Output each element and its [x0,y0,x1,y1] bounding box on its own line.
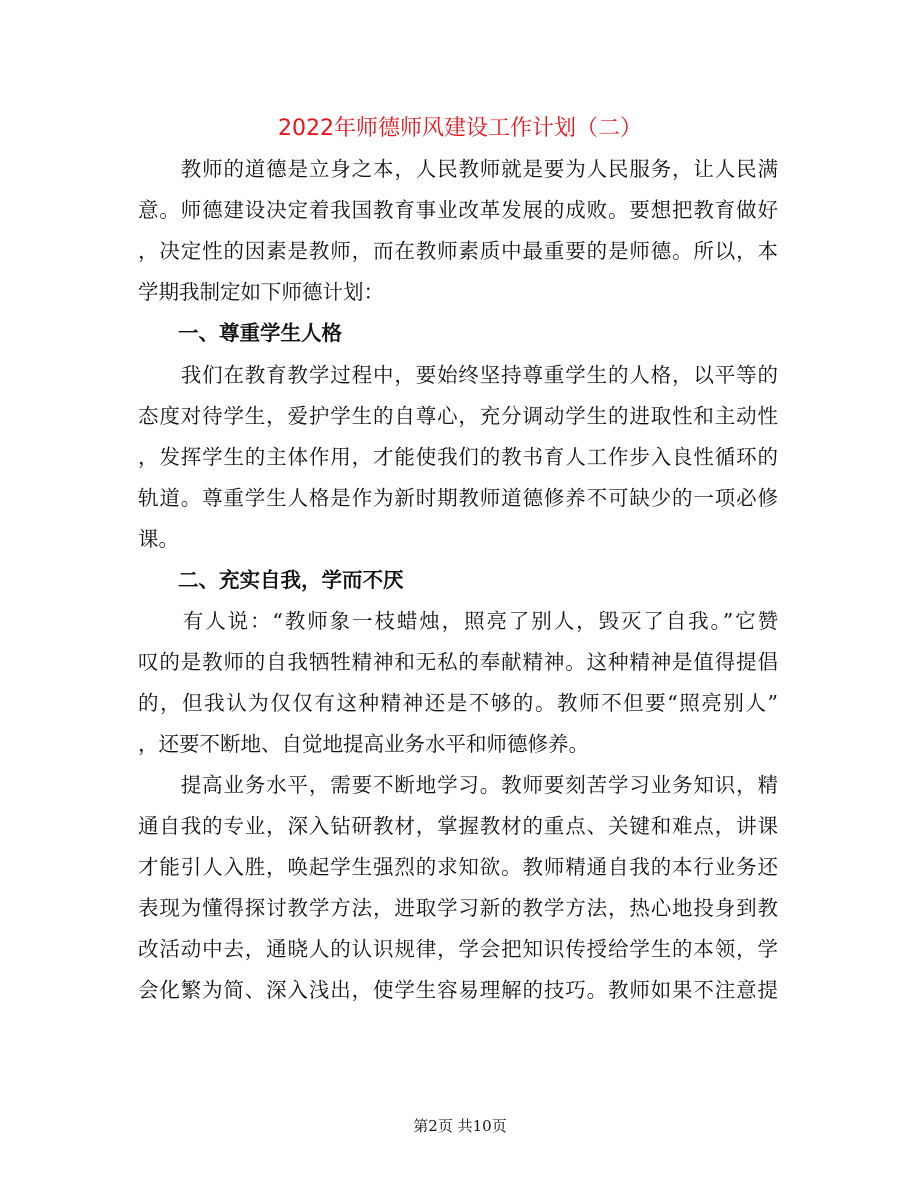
section1-line: 轨道。尊重学生人格是作为新时期教师道德修养不可缺少的一项必修 [138,486,778,510]
section2-line: ，还要不断地、自觉地提高业务水平和师德修养。 [138,732,589,756]
section2-line: 通自我的专业，深入钻研教材，掌握教材的重点、关键和难点，讲课 [138,814,778,838]
section2-line: 提高业务水平，需要不断地学习。教师要刻苦学习业务知识，精 [138,773,778,797]
section2-line: 的，但我认为仅仅有这种精神还是不够的。教师不但要“照亮别人” [138,691,778,715]
intro-line: ，决定性的因素是教师，而在教师素质中最重要的是师德。所以，本 [138,239,778,263]
section1-line: 我们在教育教学过程中，要始终坚持尊重学生的人格，以平等的 [138,363,778,387]
intro-line: 学期我制定如下师德计划： [138,280,384,304]
section2-line: 表现为懂得探讨教学方法，进取学习新的教学方法，热心地投身到教 [138,896,778,920]
document-title: 2022年师德师风建设工作计划（二） [278,116,642,141]
section2-line: 改活动中去，通晓人的认识规律，学会把知识传授给学生的本领，学 [138,937,778,961]
intro-line: 意。师德建设决定着我国教育事业改革发展的成败。要想把教育做好 [138,198,778,222]
section2-line: 叹的是教师的自我牺牲精神和无私的奉献精神。这种精神是值得提倡 [138,650,778,674]
section-heading-respect: 一、尊重学生人格 [178,321,342,345]
intro-line: 教师的道德是立身之本，人民教师就是要为人民服务，让人民满 [138,157,778,181]
page-number-footer: 第2页 共10页 [413,1117,507,1135]
section1-line: 课。 [138,527,179,551]
section1-line: 态度对待学生，爱护学生的自尊心，充分调动学生的进取性和主动性 [138,404,778,428]
section2-line: 才能引人入胜，唤起学生强烈的求知欲。教师精通自我的本行业务还 [138,855,778,879]
section2-line: 有人说：“教师象一枝蜡烛，照亮了别人，毁灭了自我。”它赞 [138,609,778,633]
section2-line: 会化繁为简、深入浅出，使学生容易理解的技巧。教师如果不注意提 [138,978,778,1002]
section1-line: ，发挥学生的主体作用，才能使我们的教书育人工作步入良性循环的 [138,445,778,469]
section-heading-self-improvement: 二、充实自我，学而不厌 [178,568,404,592]
